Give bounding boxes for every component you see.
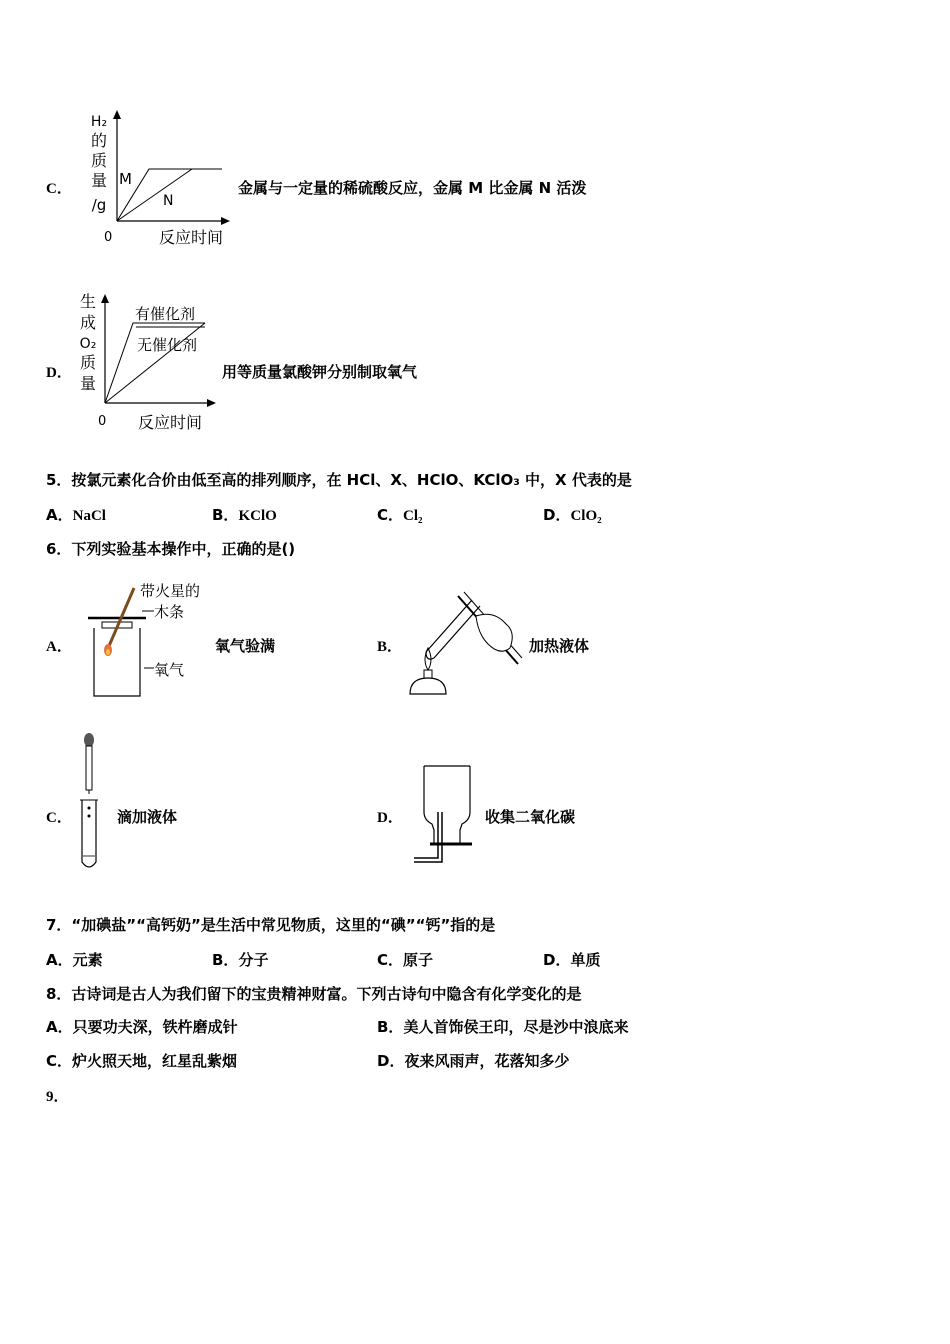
hand-icon	[476, 614, 512, 651]
q6-option-a-letter[interactable]: A．	[46, 639, 72, 655]
option-text: 元素	[72, 951, 103, 969]
option-letter: B．	[212, 506, 239, 524]
option-text: KClO	[238, 508, 277, 524]
q5-option-a[interactable]	[46, 504, 106, 525]
y-label-3: 质	[79, 353, 97, 372]
origin-label: 0	[104, 230, 113, 245]
dropper-tube	[86, 746, 92, 790]
q7-option-c[interactable]	[377, 949, 433, 970]
option-text: 原子	[403, 951, 434, 969]
option-text: 分子	[238, 951, 269, 969]
option-text: ClO₂	[570, 508, 602, 524]
x-label: 反应时间	[159, 228, 224, 247]
y-axis-arrow	[113, 110, 121, 119]
curve-no-catalyst	[105, 323, 205, 403]
q8-stem: 8．古诗词是古人为我们留下的宝贵精神财富。下列古诗句中隐含有化学变化的是	[46, 985, 582, 1003]
q7-option-a[interactable]	[46, 949, 103, 970]
q6-option-b-letter[interactable]: B．	[377, 639, 403, 655]
oxygen-test-figure	[84, 578, 214, 703]
option-text: Cl₂	[403, 508, 423, 524]
q7-option-d[interactable]	[543, 949, 600, 970]
dropper-bulb	[84, 733, 94, 747]
option-letter: D．	[543, 951, 571, 969]
glow-core	[106, 649, 110, 655]
y-label-0: H₂	[90, 114, 108, 130]
q4-option-c-description: 金属与一定量的稀硫酸反应，金属 M 比金属 N 活泼	[238, 179, 587, 197]
heating-liquid-figure	[398, 586, 528, 706]
fig-label-splint: 带火星的	[140, 582, 201, 600]
q6-stem: 6．下列实验基本操作中，正确的是()	[46, 540, 296, 558]
q7-option-b[interactable]	[212, 949, 268, 970]
fig-label-splint2: 木条	[154, 603, 185, 621]
q4-option-c-letter[interactable]: C．	[46, 181, 72, 197]
q6-option-c-letter[interactable]: C．	[46, 810, 72, 826]
option-text: NaCl	[72, 508, 106, 524]
option-letter: D．	[543, 506, 571, 524]
test-tube	[82, 800, 96, 867]
drop	[88, 807, 91, 810]
q4-option-d-description: 用等质量氯酸钾分别制取氧气	[222, 363, 418, 381]
curve-m-label: M	[119, 170, 132, 188]
y-label-0: 生	[79, 292, 97, 311]
q8-option-a[interactable]	[46, 1016, 238, 1037]
y-label-4: 量	[79, 374, 97, 393]
alcohol-lamp	[410, 678, 446, 694]
q6-option-d-text: 收集二氧化碳	[485, 808, 576, 826]
q6-option-c-text: 滴加液体	[117, 808, 178, 826]
q5-option-c[interactable]	[377, 504, 423, 525]
y-axis-arrow	[101, 294, 109, 303]
q9-number: 9．	[46, 1089, 69, 1105]
option-letter: B．	[377, 1018, 404, 1036]
test-tube-edge	[426, 600, 472, 652]
q5-stem: 5．按氯元素化合价由低至高的排列顺序，在 HCl、X、HClO、KClO₃ 中，X 代表的是	[46, 471, 632, 489]
fig-label-oxygen: 氧气	[154, 661, 185, 679]
curve-n-label: N	[163, 193, 174, 209]
option-letter: A．	[46, 951, 73, 969]
curve-no-catalyst-label: 无催化剂	[137, 336, 198, 354]
dropping-liquid-figure	[76, 728, 110, 873]
y-label-3: 量	[90, 171, 108, 190]
inverted-bottle	[460, 766, 470, 844]
x-axis-arrow	[221, 217, 230, 225]
option-letter: C．	[377, 951, 404, 969]
option-text: 美人首饰侯王印，尽是沙中浪底来	[403, 1018, 629, 1036]
q6-option-b-text: 加热液体	[529, 637, 590, 655]
q4-option-c-graph	[82, 106, 237, 251]
y-label-2: 质	[90, 151, 108, 170]
y-label-1: 的	[90, 131, 108, 150]
origin-label: 0	[98, 414, 107, 429]
option-letter: B．	[212, 951, 239, 969]
q6-option-d-letter[interactable]: D．	[377, 810, 403, 826]
y-label-4: /g	[91, 196, 107, 214]
option-letter: A．	[46, 506, 73, 524]
option-text: 单质	[570, 951, 601, 969]
option-letter: D．	[377, 1052, 405, 1070]
q5-option-d[interactable]	[543, 504, 602, 525]
option-letter: A．	[46, 1018, 73, 1036]
lamp-wick-holder	[424, 670, 432, 678]
q8-option-b[interactable]	[377, 1016, 628, 1037]
q4-option-d-graph	[72, 286, 222, 436]
q4-option-d-letter[interactable]: D．	[46, 365, 72, 381]
y-label-2: O₂	[79, 336, 97, 352]
collect-co2-figure	[410, 762, 480, 866]
q8-option-d[interactable]	[377, 1050, 569, 1071]
inverted-bottle	[424, 766, 434, 844]
x-label: 反应时间	[138, 413, 203, 432]
drop	[88, 815, 91, 818]
y-label-1: 成	[79, 313, 97, 332]
q7-stem: 7．“加碘盐”“高钙奶”是生活中常见物质，这里的“碘”“钙”指的是	[46, 916, 496, 934]
option-text: 只要功夫深，铁杵磨成针	[72, 1018, 238, 1036]
q8-option-c[interactable]	[46, 1050, 237, 1071]
option-letter: C．	[377, 506, 404, 524]
option-text: 夜来风雨声，花落知多少	[404, 1052, 570, 1070]
gas-bottle	[94, 628, 140, 696]
curve-catalyst-label: 有催化剂	[135, 305, 196, 323]
q5-option-b[interactable]	[212, 504, 277, 525]
q6-option-a-text: 氧气验满	[215, 637, 276, 655]
x-axis-arrow	[207, 399, 216, 407]
option-text: 炉火照天地，红星乱紫烟	[72, 1052, 238, 1070]
option-letter: C．	[46, 1052, 73, 1070]
